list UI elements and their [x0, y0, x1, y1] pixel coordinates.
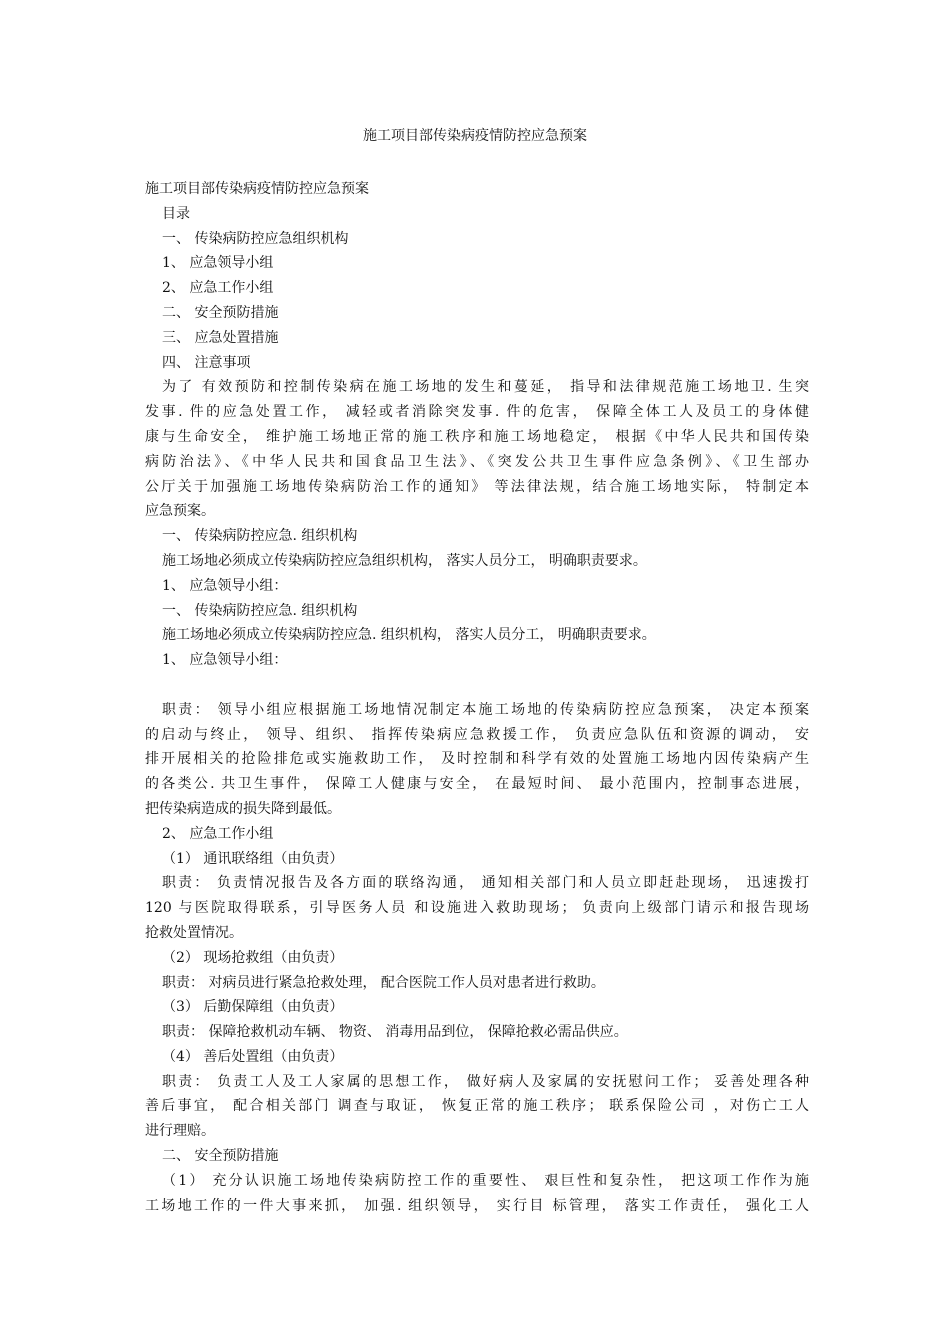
document-line: 四、 注意事项: [162, 354, 251, 371]
document-line: 一、 传染病防控应急组织机构: [162, 230, 349, 247]
document-line: 二、 安全预防措施: [162, 1148, 279, 1165]
document-line: 职责： 负责工人及工人家属的思想工作， 做好病人及家属的安抚慰问工作； 妥善处理各种: [162, 1073, 809, 1090]
document-line: 把传染病造成的损失降到最低。: [145, 800, 341, 817]
document-line: 施工场地必须成立传染病防控应急. 组织机构， 落实人员分工， 明确职责要求。: [162, 627, 656, 644]
document-line: 职责： 对病员进行紧急抢救处理， 配合医院工作人员对患者进行救助。: [162, 974, 605, 991]
document-line: 施工项目部传染病疫情防控应急预案: [145, 181, 369, 197]
document-line: 目录: [162, 205, 190, 222]
document-line: 的各类公. 共卫生事件， 保障工人健康与安全， 在最短时间、 最小范围内，控制事态进展，: [145, 776, 809, 793]
document-line: 120 与医院取得联系，引导医务人员 和设施进入救助现场； 负责向上级部门请示和报告现场: [145, 900, 809, 917]
document-line: 2、 应急工作小组: [162, 825, 274, 842]
document-line: 1、 应急领导小组：: [162, 577, 288, 594]
document-line: 二、 安全预防措施: [162, 304, 279, 321]
document-line: 为了 有效预防和控制传染病在施工场地的发生和蔓延， 指导和法律规范施工场地卫. 生突: [162, 379, 809, 396]
document-line: 发事. 件的应急处置工作， 减轻或者消除突发事. 件的危害， 保障全体工人及员工的身体健: [145, 404, 809, 421]
document-line: 1、 应急领导小组: [162, 255, 274, 272]
document-line: （2） 现场抢救组（由负责）: [162, 949, 344, 966]
document-line: 病防治法》、《中华人民共和国食品卫生法》、《突发公共卫生事件应急条例》、《卫生部办: [145, 453, 809, 470]
document-line: 善后事宜， 配合相关部门 调查与取证， 恢复正常的施工秩序； 联系保险公司 ，对伤亡工人: [145, 1098, 809, 1115]
document-line: 进行理赔。: [145, 1123, 215, 1140]
document-line: 的启动与终止， 领导、组织、 指挥传染病应急救援工作， 负责应急队伍和资源的调动， 安: [145, 726, 809, 743]
document-line: 康与生命安全， 维护施工场地正常的施工秩序和施工场地稳定， 根据《中华人民共和国传染: [145, 428, 809, 445]
document-body: [145, 177, 809, 1218]
document-title: 施工项目部传染病疫情防控应急预案: [363, 128, 587, 144]
document-line: 一、 传染病防控应急. 组织机构: [162, 528, 358, 545]
document-line: （3） 后勤保障组（由负责）: [162, 999, 344, 1016]
document-line: 排开展相关的抢险排危或实施救助工作， 及时控制和科学有效的处置施工场地内因传染病产生: [145, 751, 809, 768]
document-line: 职责： 负责情况报告及各方面的联络沟通， 通知相关部门和人员立即赶赴现场， 迅速拨打: [162, 875, 809, 892]
document-line: 施工场地必须成立传染病防控应急组织机构， 落实人员分工， 明确职责要求。: [162, 552, 647, 569]
document-line: （1） 充分认识施工场地传染病防控工作的重要性、 艰巨性和复杂性， 把这项工作作为施: [162, 1172, 809, 1189]
document-line: 抢救处置情况。: [145, 924, 243, 941]
document-line: 一、 传染病防控应急. 组织机构: [162, 602, 358, 619]
document-line: （4） 善后处置组（由负责）: [162, 1048, 344, 1065]
document-line: [145, 673, 809, 698]
document-line: 应急预案。: [145, 503, 215, 520]
document-line: 工场地工作的一件大事来抓， 加强. 组织领导， 实行目 标管理， 落实工作责任， 强化工人: [145, 1197, 809, 1214]
document-line: 2、 应急工作小组: [162, 280, 274, 297]
document-line: 1、 应急领导小组：: [162, 652, 288, 669]
document-line: 职责： 保障抢救机动车辆、 物资、 消毒用品到位， 保障抢救必需品供应。: [162, 1024, 628, 1041]
document-line: 公厅关于加强施工场地传染病防治工作的通知》 等法律法规，结合施工场地实际， 特制定本: [145, 478, 809, 495]
document-line: 职责： 领导小组应根据施工场地情况制定本施工场地的传染病防控应急预案， 决定本预案: [162, 701, 809, 718]
document-line: 三、 应急处置措施: [162, 329, 279, 346]
document-line: （1） 通讯联络组（由负责）: [162, 850, 344, 867]
